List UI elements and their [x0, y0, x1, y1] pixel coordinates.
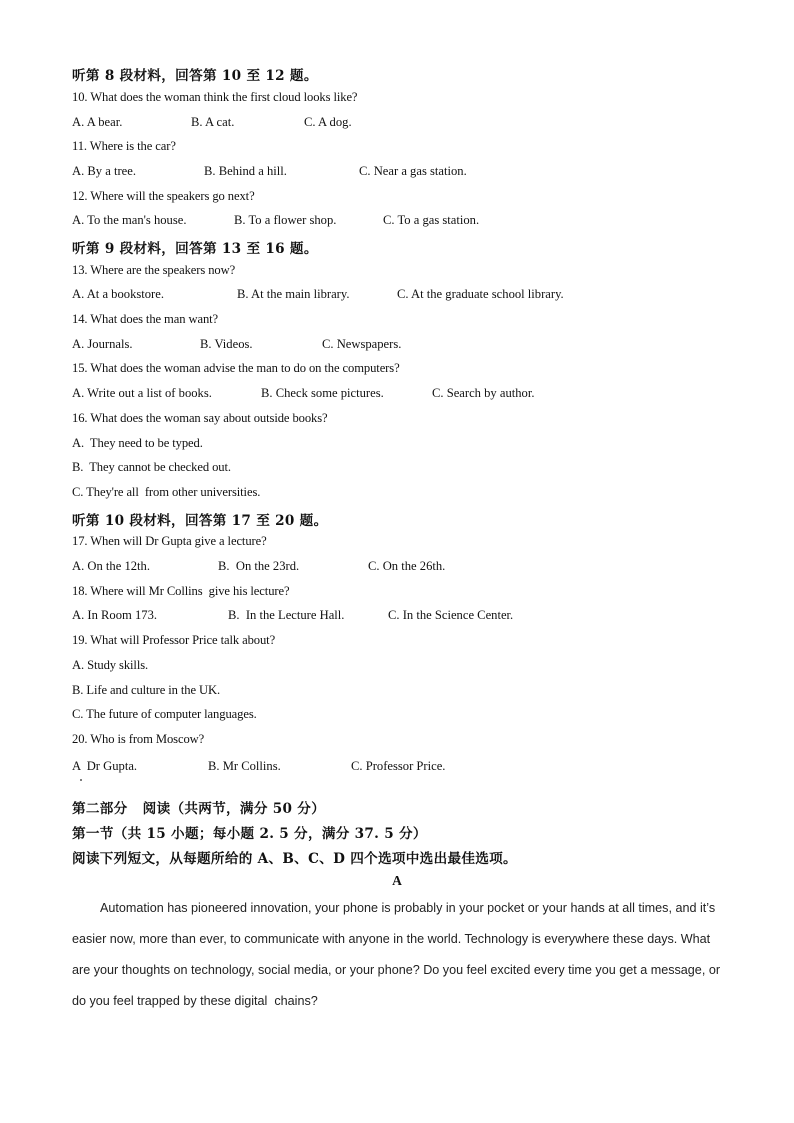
q14-option-b: B. Videos. — [200, 337, 253, 351]
question-11: 11. Where is the car? — [72, 139, 176, 153]
part-2-title: 第二部分 阅读（共两节，满分 50 分） — [72, 801, 326, 817]
q18-option-c: C. In the Science Center. — [388, 608, 514, 622]
q18-option-a: A. In Room 173. — [72, 608, 158, 622]
section-1-title: 第一节（共 15 小题；每小题 2. 5 分，满分 37. 5 分） — [72, 826, 427, 842]
q19-option-c: C. The future of computer languages. — [72, 707, 257, 721]
question-20: 20. Who is from Moscow? — [72, 732, 205, 746]
stray-dot — [80, 779, 82, 781]
q13-option-a: A. At a bookstore. — [72, 287, 164, 301]
question-12: 12. Where will the speakers go next? — [72, 189, 255, 203]
q19-option-b: B. Life and culture in the UK. — [72, 683, 221, 697]
q16-option-a: A. They need to be typed. — [72, 436, 203, 450]
q14-option-c: C. Newspapers. — [322, 337, 402, 351]
q11-option-a: A. By a tree. — [72, 164, 136, 178]
q12-option-a: A. To the man's house. — [72, 213, 187, 227]
q17-option-c: C. On the 26th. — [368, 559, 446, 573]
question-18: 18. Where will Mr Collins give his lecture? — [72, 584, 290, 598]
question-13: 13. Where are the speakers now? — [72, 263, 236, 277]
q13-option-c: C. At the graduate school library. — [397, 287, 564, 301]
section-10-heading: 听第 10 段材料，回答第 17 至 20 题。 — [72, 513, 328, 529]
q10-option-a: A. A bear. — [72, 115, 123, 129]
q16-option-c: C. They're all from other universities. — [72, 485, 261, 499]
q10-option-b: B. A cat. — [191, 115, 235, 129]
q16-option-b: B. They cannot be checked out. — [72, 460, 231, 474]
section-9-heading: 听第 9 段材料，回答第 13 至 16 题。 — [72, 241, 318, 257]
q19-option-a: A. Study skills. — [72, 658, 149, 672]
passage-line-1: Automation has pioneered innovation, your phone is probably in your pocket or your hands at all times, and it’s — [100, 901, 716, 915]
q12-option-b: B. To a flower shop. — [234, 213, 337, 227]
q11-option-b: B. Behind a hill. — [204, 164, 287, 178]
question-17: 17. When will Dr Gupta give a lecture? — [72, 534, 267, 548]
q11-option-c: C. Near a gas station. — [359, 164, 467, 178]
question-14: 14. What does the man want? — [72, 312, 219, 326]
q13-option-b: B. At the main library. — [237, 287, 350, 301]
passage-label: A — [392, 873, 402, 888]
reading-instruction: 阅读下列短文，从每题所给的 A、B、C、D 四个选项中选出最佳选项。 — [72, 851, 517, 867]
q18-option-b: B. In the Lecture Hall. — [228, 608, 345, 622]
q20-option-c: C. Professor Price. — [351, 759, 446, 773]
question-10: 10. What does the woman think the first cloud looks like? — [72, 90, 358, 104]
q20-option-a: A Dr Gupta. — [72, 759, 138, 773]
q15-option-c: C. Search by author. — [432, 386, 535, 400]
passage-line-3: are your thoughts on technology, social media, or your phone? Do you feel excited every time you get a message, or — [72, 963, 721, 977]
passage-line-2: easier now, more than ever, to communicate with anyone in the world. Technology is everywhere these days. What — [72, 932, 711, 946]
q10-option-c: C. A dog. — [304, 115, 352, 129]
question-19: 19. What will Professor Price talk about? — [72, 633, 276, 647]
q14-option-a: A. Journals. — [72, 337, 133, 351]
q20-option-b: B. Mr Collins. — [208, 759, 281, 773]
q12-option-c: C. To a gas station. — [383, 213, 480, 227]
q17-option-b: B. On the 23rd. — [218, 559, 300, 573]
q15-option-b: B. Check some pictures. — [261, 386, 384, 400]
question-16: 16. What does the woman say about outside books? — [72, 411, 328, 425]
q17-option-a: A. On the 12th. — [72, 559, 151, 573]
passage-line-4: do you feel trapped by these digital chains? — [72, 994, 318, 1008]
question-15: 15. What does the woman advise the man to do on the computers? — [72, 361, 400, 375]
q15-option-a: A. Write out a list of books. — [72, 386, 212, 400]
section-8-heading: 听第 8 段材料，回答第 10 至 12 题。 — [72, 68, 318, 84]
